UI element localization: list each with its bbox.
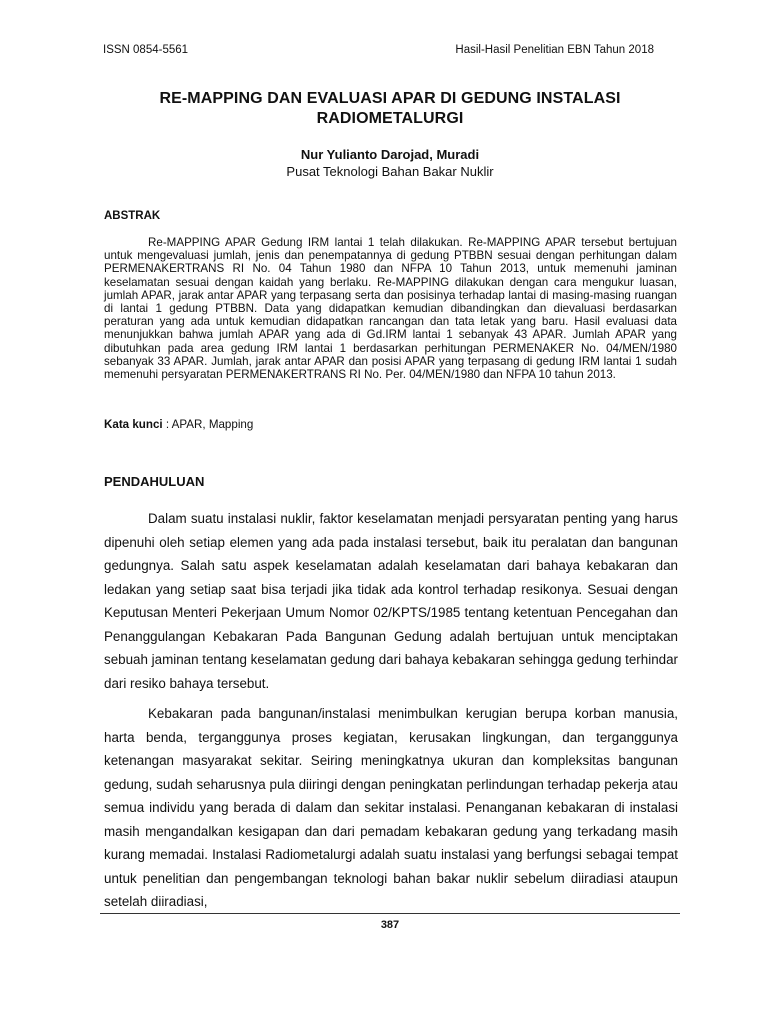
abstract-heading: ABSTRAK xyxy=(104,210,161,222)
keywords-value: APAR, Mapping xyxy=(171,418,254,431)
footer-divider xyxy=(100,913,680,914)
header-issn: ISSN 0854-5561 xyxy=(103,44,189,56)
introduction-paragraph: Dalam suatu instalasi nuklir, faktor keselamatan menjadi persyaratan penting yang harus dipenuhi oleh setiap elemen yang ada pada instalasi tersebut, baik itu peralatan dan bangunan gedungnya. Salah satu aspek keselamatan adalah keselamatan dari bahaya kebakaran dan ledakan yang setiap saat bisa terjadi jika tidak ada kontrol terhadap resikonya. Sesuai dengan Keputusan Menteri Pekerjaan Umum Nomor 02/KPTS/1985 tentang ketentuan Pencegahan dan Penanggulangan Kebakaran Pada Bangunan Gedung adalah bertujuan untuk menciptakan sebuah jaminan tentang keselamatan gedung dari bahaya kebakaran sehingga gedung terhindar dari resiko bahaya tersebut. xyxy=(104,511,678,691)
section-heading-introduction: PENDAHULUAN xyxy=(104,474,205,489)
keywords-label: Kata kunci xyxy=(104,418,163,431)
header-proceedings-title: Hasil-Hasil Penelitian EBN Tahun 2018 xyxy=(455,44,654,56)
introduction-paragraph: Kebakaran pada bangunan/instalasi menimbulkan kerugian berupa korban manusia, harta benda, terganggunya proses kegiatan, kerusakan lingkungan, dan terganggunya ketenangan masyarakat sekitar. Seiring meningkatnya ukuran dan kompleksitas bangunan gedung, sudah seharusnya pula diiringi dengan peningkatan perlindungan terhadap pekerja atau semua individu yang berada di dalam dan sekitar instalasi. Penanganan kebakaran di instalasi masih mengandalkan kesigapan dan dari pemadam kebakaran gedung yang terkadang masih kurang memadai. Instalasi Radiometalurgi adalah suatu instalasi yang berfungsi sebagai tempat untuk penelitian dan pengembangan teknologi bahan bakar nuklir sebelum diiradiasi ataupun setelah diiradiasi, xyxy=(104,706,678,909)
author-affiliation: Pusat Teknologi Bahan Bakar Nuklir xyxy=(286,164,494,179)
paper-authors: Nur Yulianto Darojad, Muradi xyxy=(300,147,480,162)
keywords-line xyxy=(104,418,253,431)
keywords-separator: : xyxy=(162,418,172,431)
abstract-text: Re-MAPPING APAR Gedung IRM lantai 1 telah dilakukan. Re-MAPPING APAR tersebut bertujuan untuk mengevaluasi jumlah, jenis dan penempatannya di gedung PTBBN sesuai dengan perhitungan dalam PERMENAKERTRANS RI No. 04 Tahun 1980 dan NFPA 10 Tahun 2013, untuk memenuhi jaminan keselamatan sesuai dengan kaidah yang berlaku. Re-MAPPING dilakukan dengan cara mengukur luasan, jumlah APAR, jarak antar APAR yang terpasang serta dan posisinya terhadap lantai di masing-masing ruangan di lantai 1 gedung PTBBN. Data yang didapatkan kemudian dibandingkan dan dievaluasi berdasarkan peraturan yang ada untuk kemudian didapatkan rancangan dan tata letak yang baru. Hasil evaluasi data menunjukkan bahwa jumlah APAR yang ada di Gd.IRM lantai 1 sebanyak 43 APAR. Jumlah APAR yang dibutuhkan pada area gedung IRM lantai 1 berdasarkan perhitungan PERMENAKER No. 04/MEN/1980 sebanyak 33 APAR. Jumlah, jarak antar APAR dan posisi APAR yang terpasang di gedung IRM lantai 1 sudah memenuhi persyaratan PERMENAKERTRANS RI No. Per. 04/MEN/1980 dan NFPA 10 tahun 2013. xyxy=(104,236,677,382)
page-number: 387 xyxy=(380,919,400,931)
paper-title: RE-MAPPING DAN EVALUASI APAR DI GEDUNG INSTALASI RADIOMETALURGI xyxy=(159,90,621,127)
